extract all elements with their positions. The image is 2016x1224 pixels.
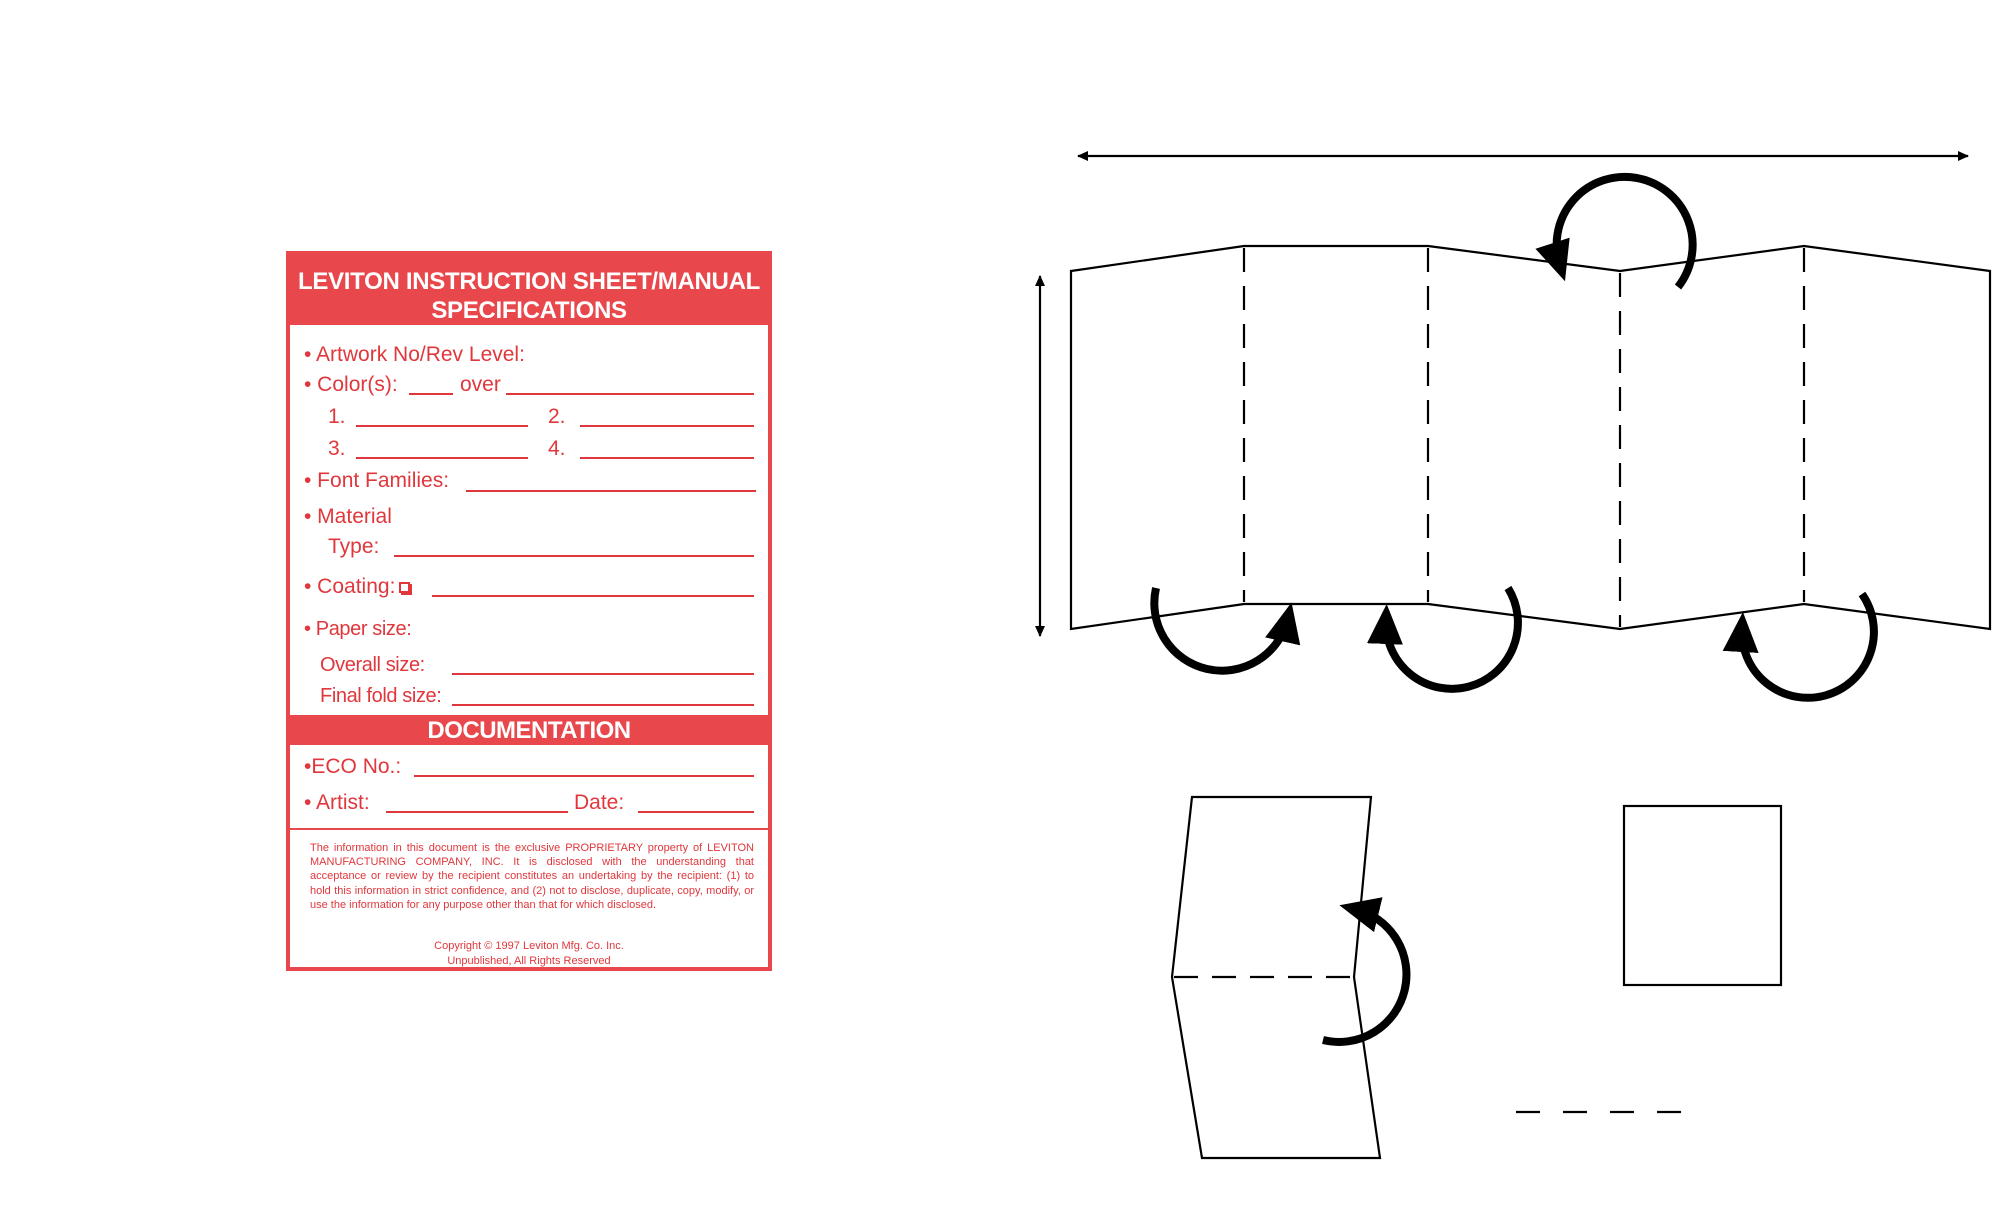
card-title-line1: LEVITON INSTRUCTION SHEET/MANUAL [298, 268, 760, 295]
fold-arrow-4-curved-arrow-icon [1323, 909, 1406, 1042]
color-slot-4-label: 4. [548, 437, 566, 460]
colors-label: • Color(s): [304, 373, 398, 396]
final-folded-sheet [1624, 806, 1781, 985]
eco-label: •ECO No.: [304, 755, 402, 778]
card-title-line2: SPECIFICATIONS [431, 297, 627, 324]
font-families-label: • Font Families: [304, 469, 450, 492]
color-slot-1-label: 1. [328, 405, 346, 428]
artwork-label: • Artwork No/Rev Level: [304, 343, 525, 366]
color-slot-2-label: 2. [548, 405, 566, 428]
material-type-label: Type: [328, 535, 380, 558]
date-label: Date: [574, 791, 625, 814]
paper-size-label: • Paper size: [304, 618, 412, 640]
copyright-line2: Unpublished, All Rights Reserved [447, 954, 611, 967]
final-fold-size-label: Final fold size: [320, 685, 442, 707]
copyright-line1: Copyright © 1997 Leviton Mfg. Co. Inc. [434, 940, 624, 952]
documentation-heading: DOCUMENTATION [290, 715, 768, 745]
unfolded-sheet [1071, 246, 1990, 629]
colors-over-label: over [460, 373, 501, 396]
proprietary-notice: The information in this document is the exclusive PROPRIETARY property of LEVITON MANUFACTURING COMPANY, INC. It is disclosed with the understanding that acceptance or review by the recipient constitutes an undertaking by the recipient: (1) to hold this information in strict confidence, and (2) not to disclose, duplicate, copy, modify, or use the information for any purpose other than that for which disclosed. [310, 842, 754, 911]
coating-text: • Coating: [304, 575, 396, 598]
fold-arrow-1-curved-arrow-icon [1154, 588, 1288, 671]
material-label: • Material [304, 505, 392, 528]
color-slot-3-label: 3. [328, 437, 346, 460]
overall-size-label: Overall size: [320, 654, 425, 676]
artist-label: • Artist: [304, 791, 370, 814]
